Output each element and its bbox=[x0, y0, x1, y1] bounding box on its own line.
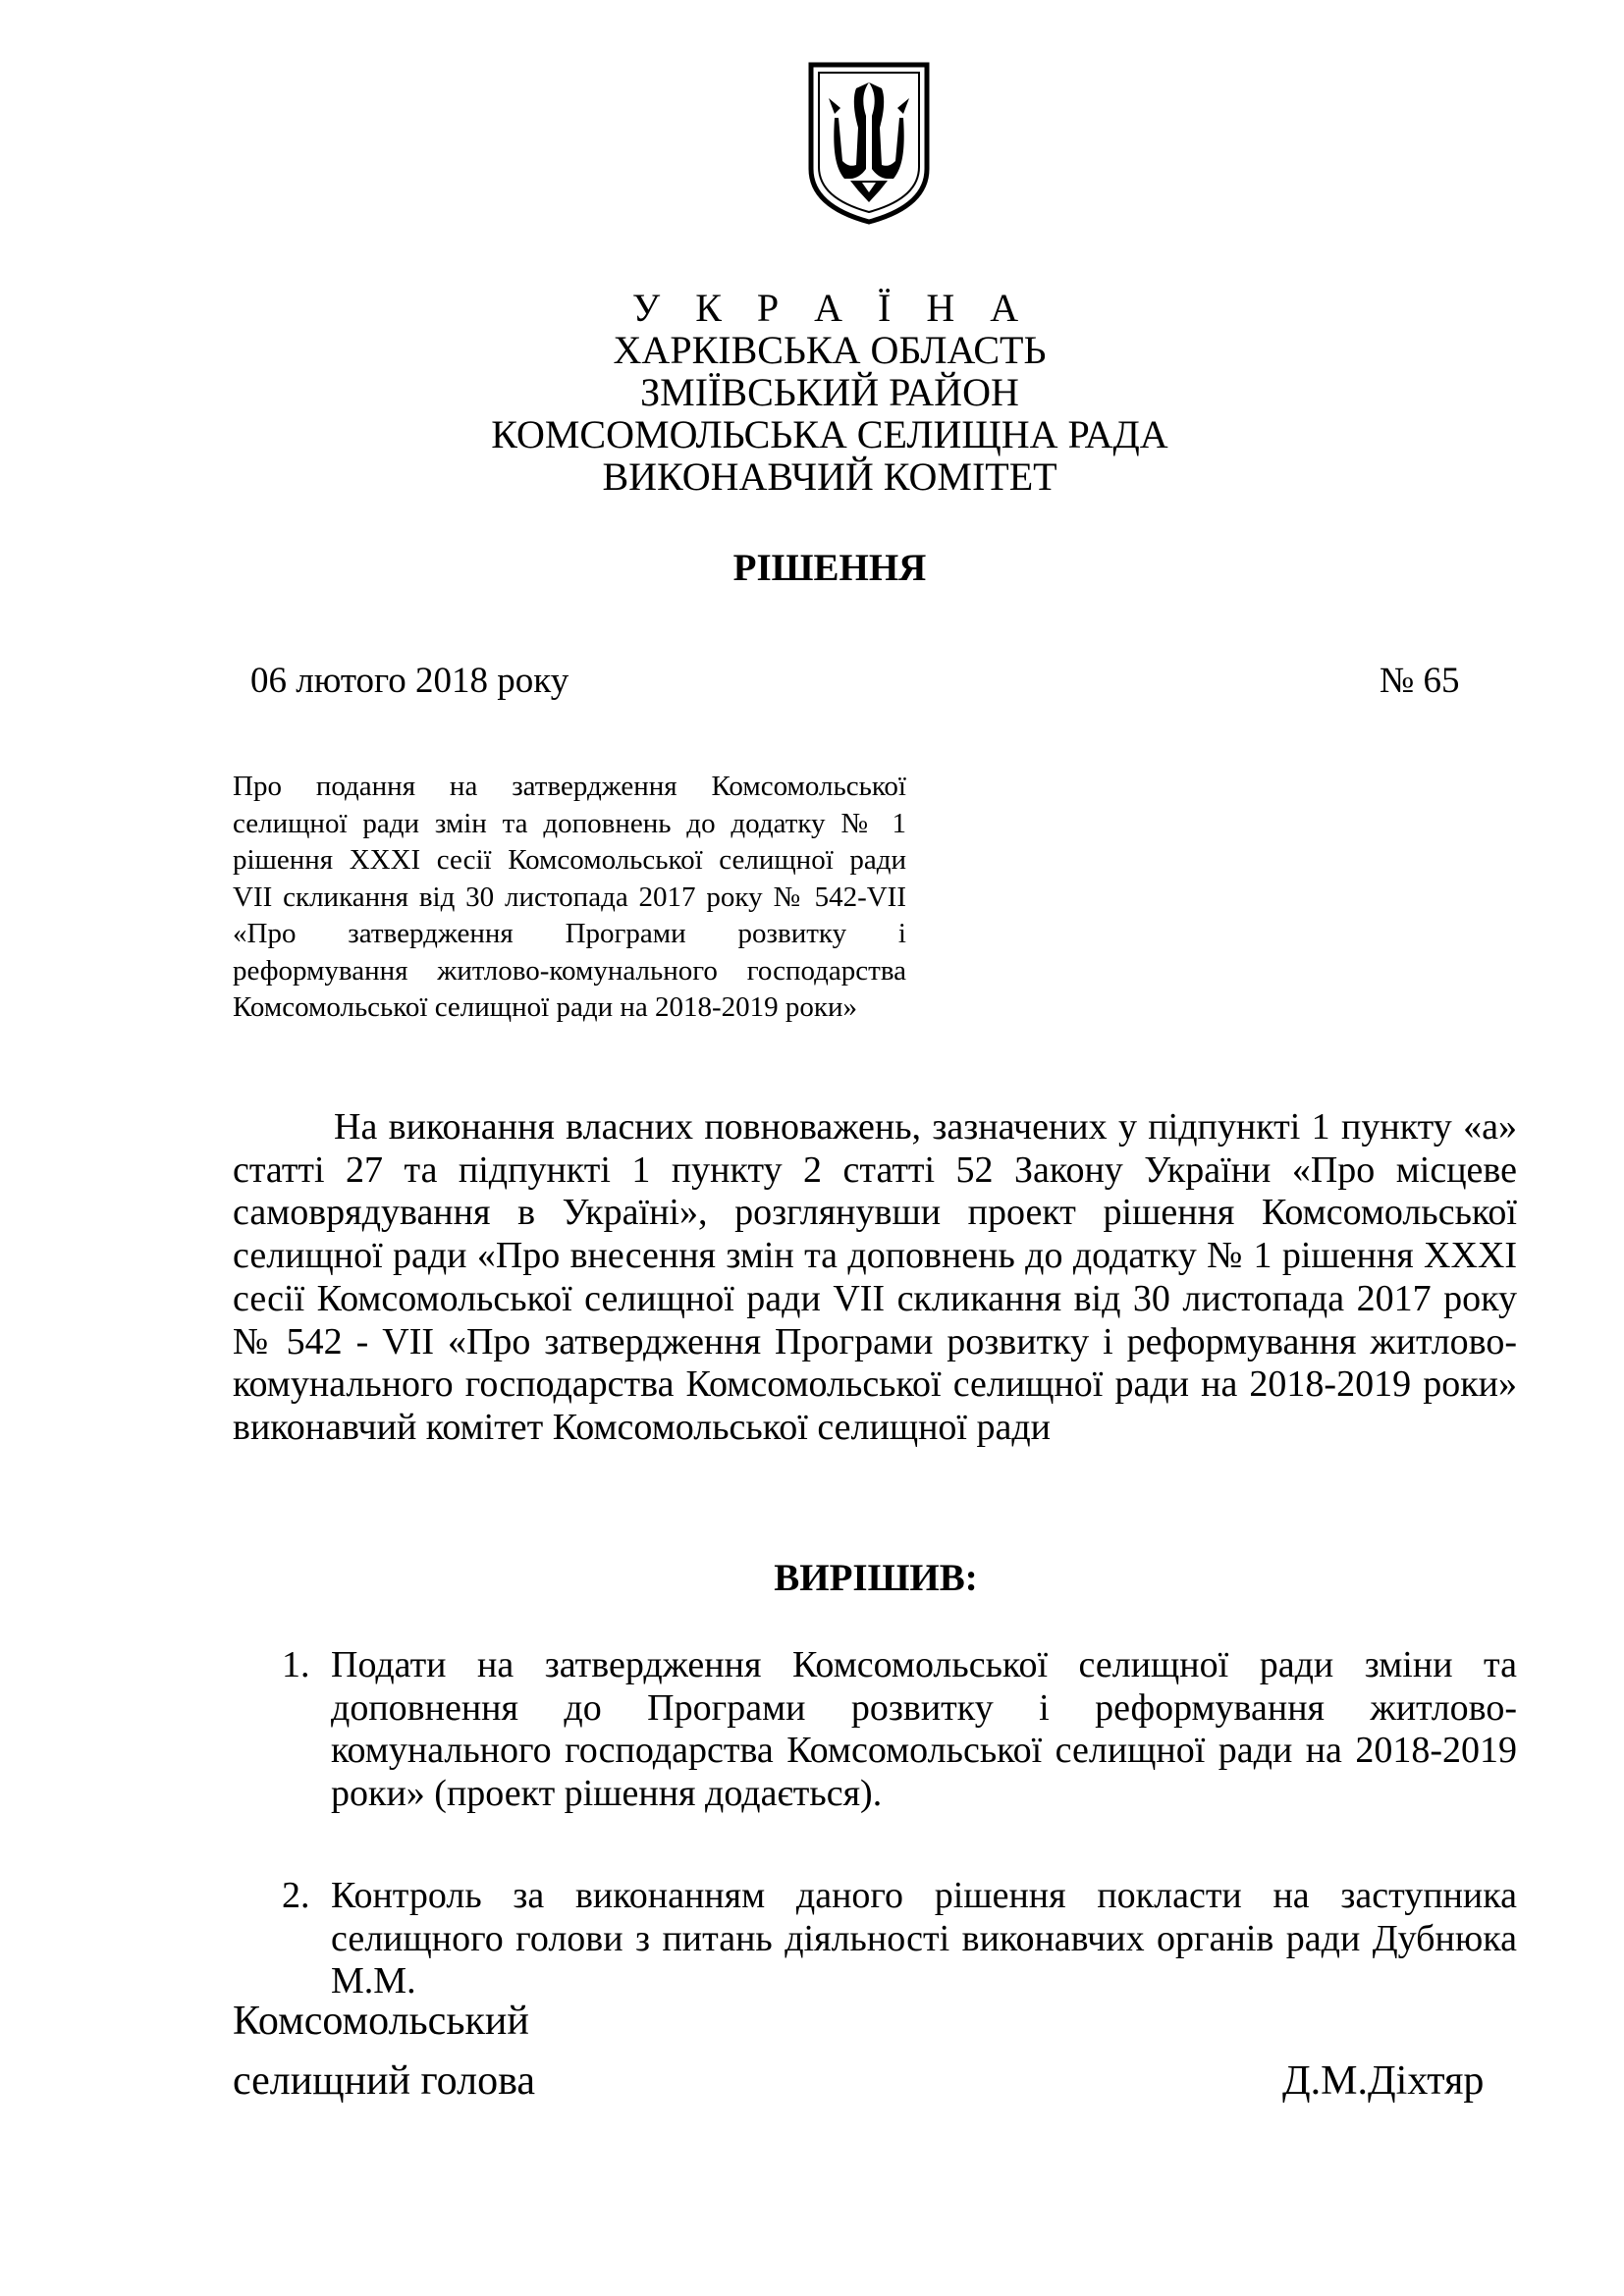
decision-item-number: 1. bbox=[282, 1644, 310, 1685]
signer-position-line1: Комсомольський bbox=[233, 1999, 529, 2044]
decision-item-text: Подати на затвердження Комсомольської селищної ради зміни та доповнення до Програми розвитку і реформування житлово-комунального господарства Комсомольської селищної ради на 2018-2019 роки» (проект рішення додається). bbox=[331, 1644, 1517, 1815]
document-subject: Про подання на затвердження Комсомольської селищної ради змін та доповнень до додатку № 1 рішення XXXI сесії Комсомольської селищної ради VII скликання від 30 листопада 2017 року № 542-VII «Про затвердження Програми розвитку і реформування житлово-комунального господарства Комсомольської селищної ради на 2018-2019 роки» bbox=[233, 771, 906, 1023]
signer-name: Д.М.Діхтяр bbox=[1282, 2058, 1485, 2104]
document-type-title: РІШЕННЯ bbox=[732, 547, 927, 589]
decision-item bbox=[282, 1875, 1517, 2003]
trident-coat-of-arms-icon bbox=[805, 59, 933, 226]
header-country: У К Р А Ї Н А bbox=[631, 286, 1032, 330]
signer-position-line2: селищний голова bbox=[233, 2058, 536, 2104]
document-date: 06 лютого 2018 року bbox=[250, 661, 569, 701]
decided-heading: ВИРІШИВ: bbox=[774, 1557, 978, 1599]
header-committee: ВИКОНАВЧИЙ КОМІТЕТ bbox=[602, 454, 1057, 499]
header-council: КОМСОМОЛЬСЬКА СЕЛИЩНА РАДА bbox=[491, 412, 1168, 456]
preamble-paragraph: На виконання власних повноважень, зазначених у підпункті 1 пункту «а» статті 27 та підпункті 1 пункту 2 статті 52 Закону України «Про місцеве самоврядування в Україні», розглянувши проект рішення Комсомольської селищної ради «Про внесення змін та доповнень до додатку № 1 рішення XXXI сесії Комсомольської селищної ради VII скликання від 30 листопада 2017 року № 542 - VII «Про затвердження Програми розвитку і реформування житлово-комунального господарства Комсомольської селищної ради на 2018-2019 роки» виконавчий комітет Комсомольської селищної ради bbox=[233, 1106, 1517, 1448]
decision-item-number: 2. bbox=[282, 1875, 310, 1916]
decision-item-text: Контроль за виконанням даного рішення покласти на заступника селищного голови з питань діяльності виконавчих органів ради Дубнюка М.М. bbox=[331, 1875, 1517, 2002]
header-district: ЗМІЇВСЬКИЙ РАЙОН bbox=[640, 370, 1019, 414]
header-region: ХАРКІВСЬКА ОБЛАСТЬ bbox=[613, 328, 1047, 372]
decision-item bbox=[282, 1644, 1517, 1816]
document-number: № 65 bbox=[1380, 661, 1460, 701]
